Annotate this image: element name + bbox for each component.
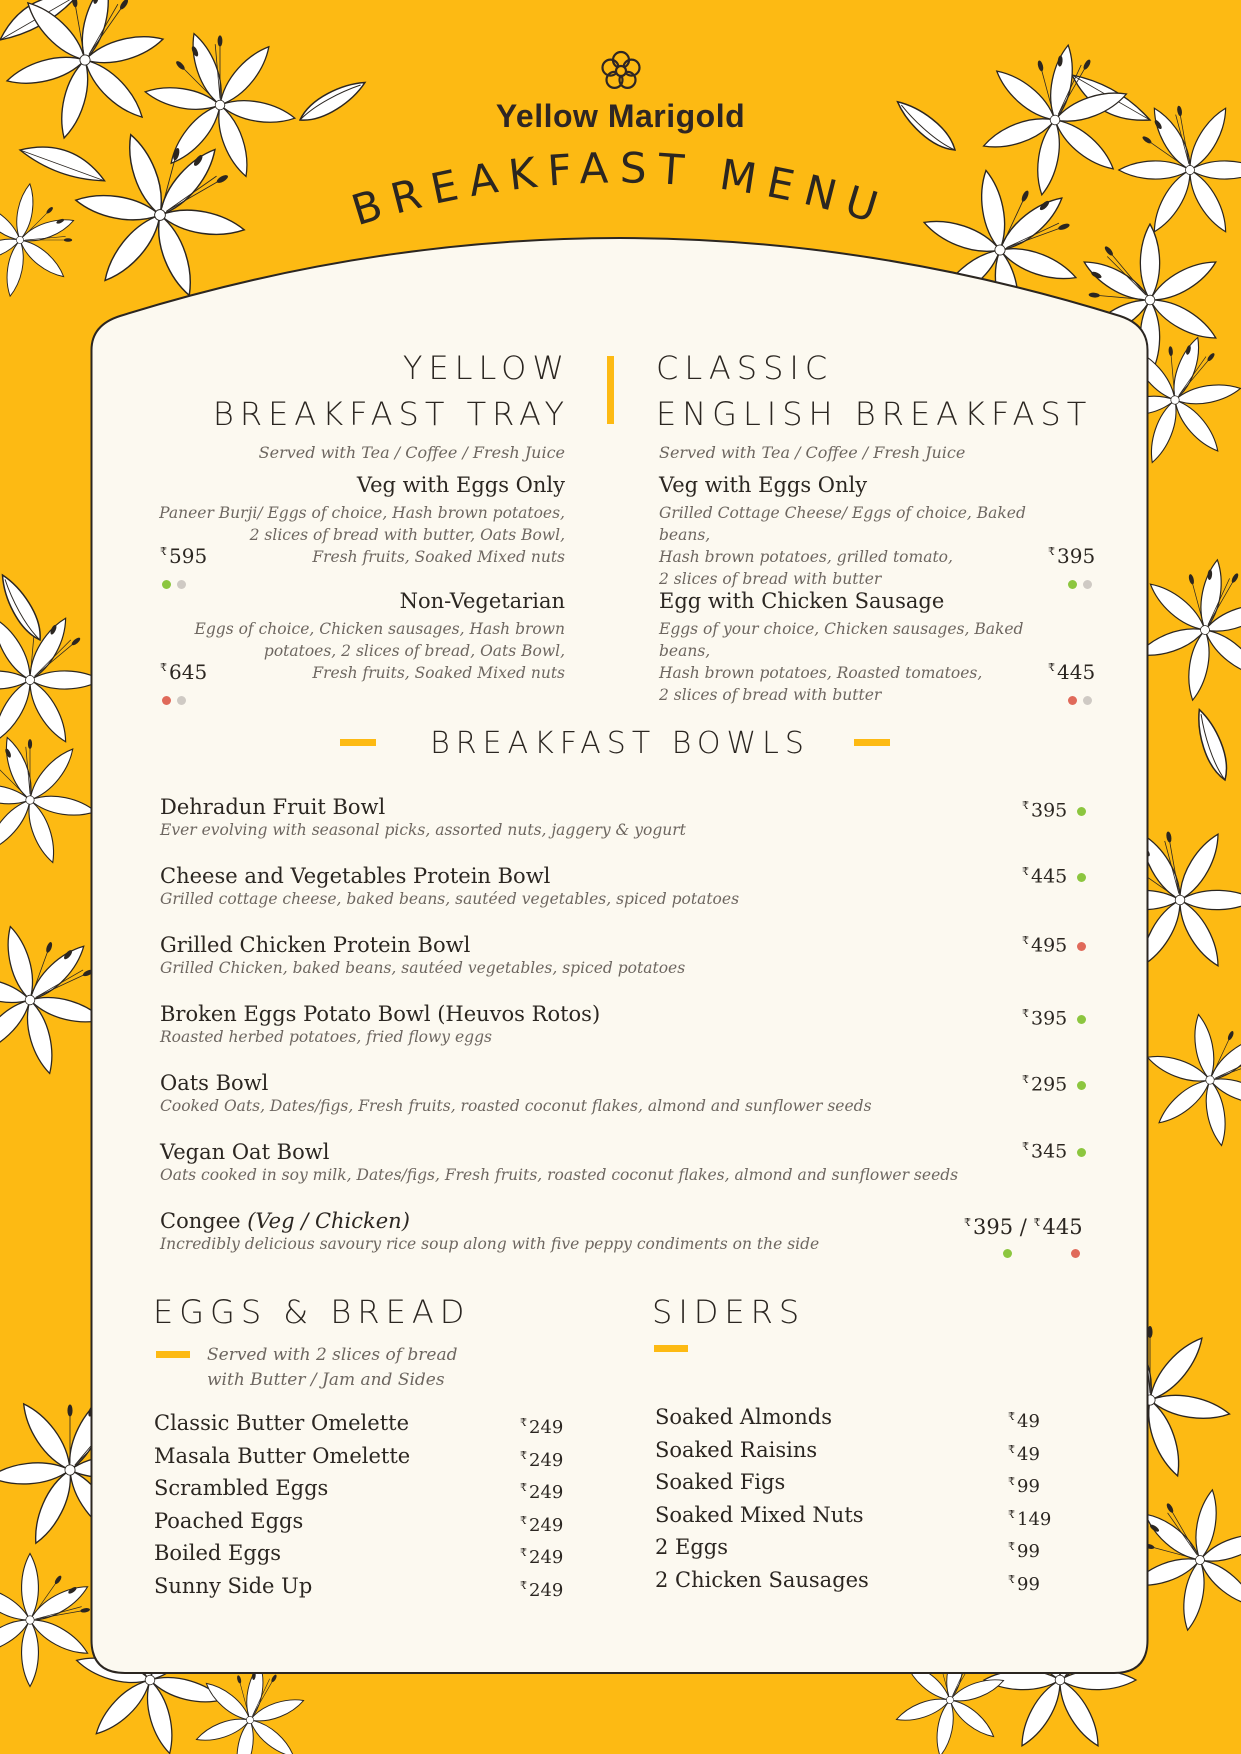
heading-accent [654,1345,688,1352]
item-price: ₹ 149 [1008,1507,1052,1530]
brand-name: Yellow Marigold [495,98,746,134]
item-price: ₹ 249 [520,1448,564,1471]
yellow-tray-veg-price: ₹ 595 [160,544,208,568]
list-item: Boiled Eggs [154,1541,282,1565]
veg-indicator [1003,1243,1018,1262]
breakfast-bowls-title: BREAKFAST BOWLS [430,726,810,761]
english-nonveg-price: ₹ 445 [1048,660,1096,684]
list-item: Dehradun Fruit Bowl Ever evolving with seasonal picks, assorted nuts, jaggery & yogurt [160,795,686,839]
bowl-price: ₹ 395 [1022,1007,1086,1029]
english-veg-desc: Grilled Cottage Cheese/ Eggs of choice, Baked beans, Hash brown potatoes, grilled tomato, 2 slices of bread with butter [659,504,1026,588]
item-price: ₹ 249 [520,1546,564,1568]
svg-text:BREAKFAST MENU: BREAKFAST MENU [345,143,894,236]
english-veg-name: Veg with Eggs Only [659,473,868,497]
item-price: ₹ 249 [520,1481,564,1503]
eggs-bread-list [154,1407,454,1602]
yellow-tray-title-line2: BREAKFAST TRAY [212,395,570,433]
english-breakfast-served-note: Served with Tea / Coffee / Fresh Juice [659,443,966,462]
yellow-tray-nonveg-price: ₹ 645 [160,660,208,684]
list-item: Soaked Raisins [655,1437,818,1462]
item-price: ₹ 249 [520,1513,564,1536]
bowl-price: ₹ 495 [1022,934,1086,956]
eggs-bread-title: EGGS & BREAD [153,1293,471,1331]
list-item: Cheese and Vegetables Protein Bowl Grilled cottage cheese, baked beans, sautéed vegetables, spiced potatoes [160,864,740,908]
bowl-price: ₹ 345 [1022,1140,1086,1162]
item-price: ₹ 49 [1008,1442,1040,1465]
list-item: Soaked Figs [655,1470,786,1494]
list-item: Oats Bowl Cooked Oats, Dates/figs, Fresh fruits, roasted coconut flakes, almond and sunflower seeds [160,1071,872,1115]
heading-accent [854,739,890,746]
bowl-price: ₹ 395 [1022,799,1086,821]
list-item: Congee (Veg / Chicken) Incredibly delicious savoury rice soup along with five peppy condiments on the side [160,1209,820,1253]
item-price: ₹ 99 [1008,1475,1040,1497]
list-item: Sunny Side Up [154,1573,313,1598]
yellow-tray-served-note: Served with Tea / Coffee / Fresh Juice [258,443,565,462]
list-item: Soaked Mixed Nuts [655,1502,864,1527]
heading-accent [340,739,376,746]
nonveg-indicator [1068,690,1098,709]
item-price: ₹ 99 [1008,1540,1040,1562]
list-item: Broken Eggs Potato Bowl (Heuvos Rotos) Roasted herbed potatoes, fried flowy eggs [160,1002,601,1046]
english-nonveg-desc: Eggs of your choice, Chicken sausages, Baked beans, Hash brown potatoes, Roasted tomatoes, 2 slices of bread with butter [659,620,1024,704]
yellow-tray-nonveg-desc: Eggs of choice, Chicken sausages, Hash brown potatoes, 2 slices of bread, Oats Bowl, Fresh fruits, Soaked Mixed nuts [194,620,565,682]
nonveg-indicator [1071,1243,1086,1262]
yellow-tray-nonveg-name: Non-Vegetarian [399,589,565,613]
item-price: ₹ 249 [520,1416,564,1438]
yellow-tray-veg-desc: Paneer Burji/ Eggs of choice, Hash brown potatoes, 2 slices of bread with butter, Oats Bowl, Fresh fruits, Soaked Mixed nuts [159,504,565,566]
list-item: Vegan Oat Bowl Oats cooked in soy milk, Dates/figs, Fresh fruits, roasted coconut flakes, almond and sunflower seeds [160,1140,959,1184]
english-veg-price: ₹ 395 [1048,544,1096,568]
nonveg-indicator [162,690,192,709]
yellow-tray-veg-name: Veg with Eggs Only [356,473,565,497]
bowl-price: ₹ 295 [1022,1073,1086,1095]
list-item: Classic Butter Omelette [154,1411,409,1435]
item-price: ₹ 249 [520,1578,564,1601]
siders-prices [1008,1401,1088,1596]
siders-list [655,1401,955,1596]
english-breakfast-title-line2: ENGLISH BREAKFAST [656,395,1093,433]
congee-price: ₹395 / ₹445 [964,1215,1083,1239]
bowl-price: ₹ 445 [1022,865,1086,887]
list-item: Poached Eggs [154,1508,304,1533]
eggs-bread-prices [520,1407,610,1602]
list-item: 2 Eggs [655,1535,729,1559]
english-breakfast-title-line1: CLASSIC [656,349,834,387]
eggs-bread-note: Served with 2 slices of bread with Butter / Jam and Sides [207,1345,458,1390]
list-item: Soaked Almonds [655,1405,833,1429]
list-item: Masala Butter Omelette [154,1443,411,1468]
veg-indicator [1068,574,1098,593]
list-item: 2 Chicken Sausages [655,1567,869,1592]
heading-accent [156,1351,190,1358]
item-price: ₹ 99 [1008,1572,1040,1595]
list-item: Grilled Chicken Protein Bowl Grilled Chicken, baked beans, sautéed vegetables, spiced potatoes [160,933,686,977]
yellow-tray-title-line1: YELLOW [402,349,570,387]
item-price: ₹ 49 [1008,1410,1040,1432]
siders-title: SIDERS [652,1293,806,1331]
english-nonveg-name: Egg with Chicken Sausage [659,589,945,613]
list-item: Scrambled Eggs [154,1476,329,1500]
title-divider [607,356,614,424]
